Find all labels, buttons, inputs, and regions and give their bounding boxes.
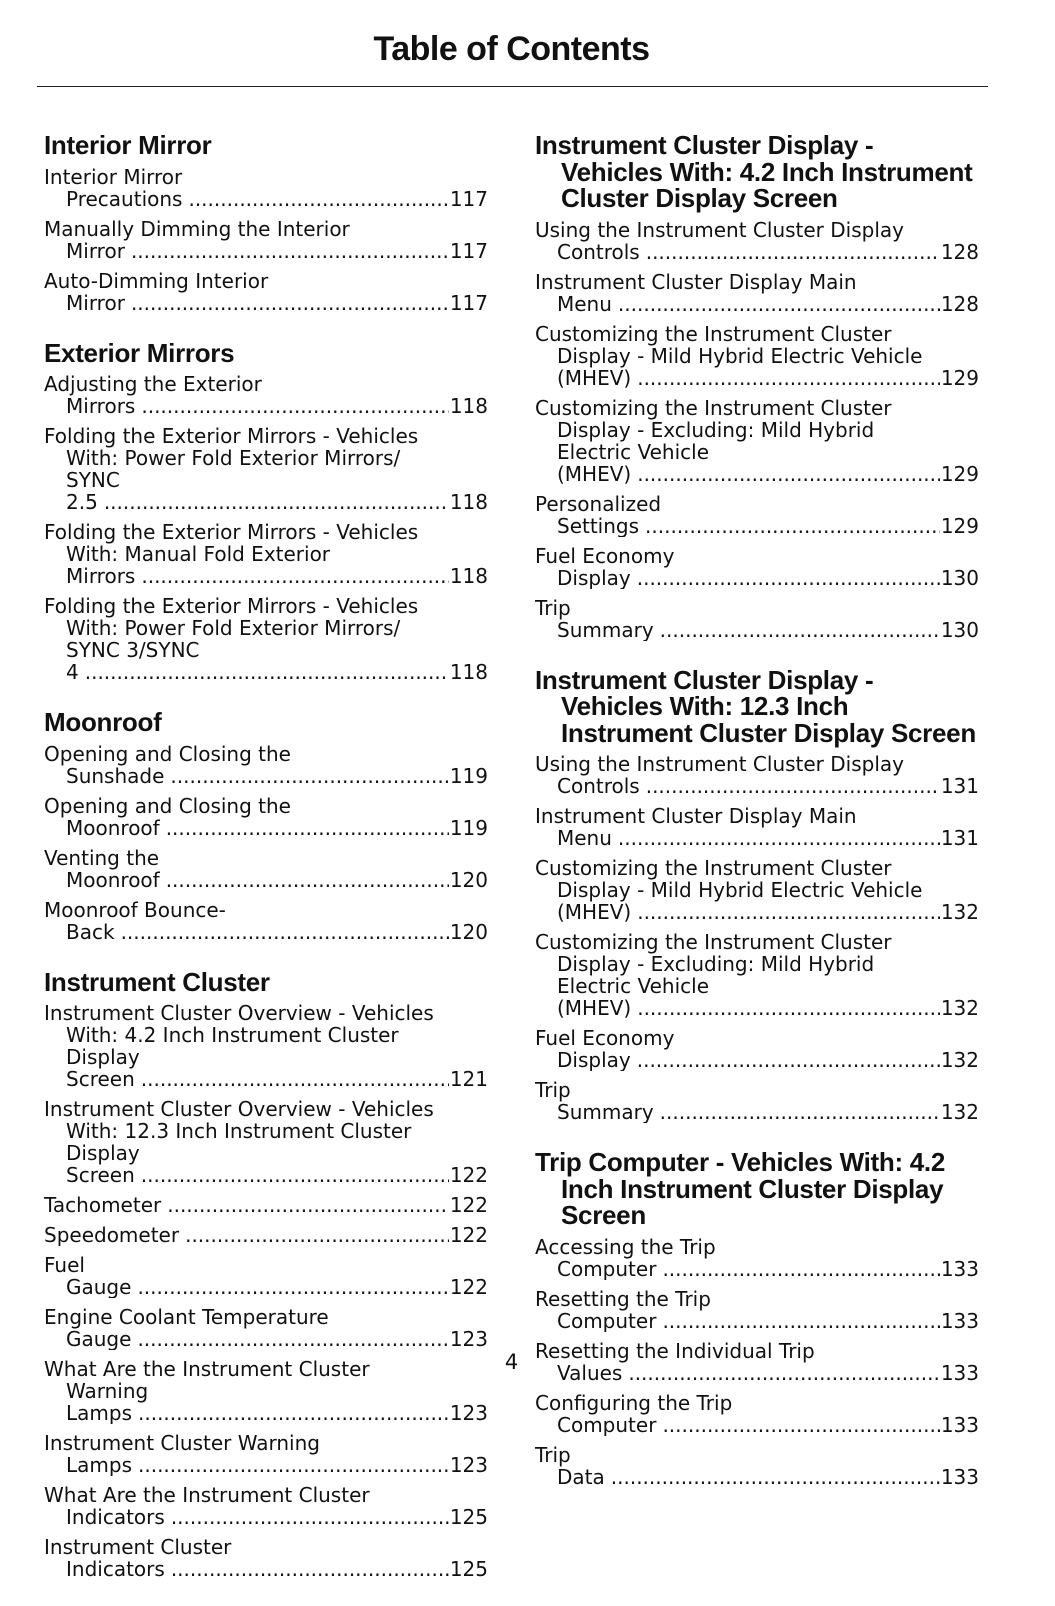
toc-entry-page-number: 132 [940, 900, 979, 923]
toc-entry-page-number: 123 [449, 1453, 488, 1476]
toc-entry-page-number: 132 [940, 1048, 979, 1071]
toc-entry-page-number: 121 [449, 1067, 488, 1090]
toc-entry-page-number: 133 [940, 1412, 979, 1436]
toc-entry-page-number: 129 [940, 365, 979, 389]
toc-entry-page-number: 128 [940, 291, 979, 315]
toc-entry[interactable] [44, 847, 488, 891]
toc-entry-title: Trip Summary ..... [535, 597, 979, 641]
toc-entry-page-number: 131 [940, 774, 979, 797]
toc-entry-page-number: 123 [449, 1327, 488, 1350]
toc-entry[interactable] [44, 743, 488, 787]
toc-section [44, 132, 488, 314]
toc-entry-page-number: 131 [940, 826, 979, 849]
toc-entry[interactable] [535, 1288, 979, 1332]
toc-entry-page-number: 118 [449, 394, 488, 417]
toc-entry-title: Folding the Exterior Mirrors - Vehicles With: Manual Fold Exterior Mirrors ..... [44, 521, 488, 587]
toc-entry-page-number: 117 [449, 238, 488, 262]
toc-entry-title: Customizing the Instrument Cluster Display - Excluding: Mild Hybrid Electric Vehicle (MHEV) ..... [535, 931, 979, 1019]
toc-entry-title: Resetting the Trip Computer ..... [535, 1288, 979, 1332]
toc-entry-title: Tachometer ..... [44, 1194, 488, 1216]
toc-entry-page-number: 133 [940, 1256, 979, 1280]
toc-entry[interactable] [44, 1254, 488, 1298]
toc-entry-title: Speedometer ..... [44, 1224, 488, 1246]
toc-entry-page-number: 133 [940, 1308, 979, 1332]
toc-entry[interactable] [44, 1194, 488, 1216]
toc-entry-page-number: 133 [940, 1464, 979, 1488]
toc-entry-title: Folding the Exterior Mirrors - Vehicles With: Power Fold Exterior Mirrors/ SYNC 3/SYNC 4 ..... [44, 595, 488, 683]
toc-entry-title: Customizing the Instrument Cluster Display - Mild Hybrid Electric Vehicle (MHEV) ..... [535, 323, 979, 389]
toc-entry[interactable] [535, 493, 979, 537]
toc-entry-title: Auto-Dimming Interior Mirror ..... [44, 270, 488, 314]
page-number: 4 [504, 1350, 519, 1374]
toc-entry-title: Instrument Cluster Overview - Vehicles With: 12.3 Inch Instrument Cluster Display Screen ..... [44, 1098, 488, 1186]
toc-left-column [44, 132, 488, 1606]
toc-entry-page-number: 122 [449, 1163, 488, 1186]
toc-entry[interactable] [44, 521, 488, 587]
title-divider [37, 86, 988, 87]
toc-entry-title: Resetting the Individual Trip Values ..... [535, 1340, 979, 1384]
toc-entry-title: Interior Mirror Precautions ..... [44, 166, 488, 210]
toc-entry-page-number: 128 [940, 239, 979, 263]
toc-entry[interactable] [44, 373, 488, 417]
toc-entry-title: Opening and Closing the Moonroof ..... [44, 795, 488, 839]
toc-entry-title: Using the Instrument Cluster Display Controls ..... [535, 219, 979, 263]
toc-entry[interactable] [44, 1224, 488, 1246]
toc-entry-title: Fuel Economy Display ..... [535, 1027, 979, 1071]
toc-entry[interactable] [535, 271, 979, 315]
section-heading[interactable]: Instrument Cluster Display - Vehicles With: 4.2 Inch Instrument Cluster Display Screen [535, 130, 973, 213]
toc-entry[interactable] [535, 1444, 979, 1488]
toc-section [535, 664, 979, 1124]
toc-entry-title: Venting the Moonroof ..... [44, 847, 488, 891]
toc-entry-title: Customizing the Instrument Cluster Display - Mild Hybrid Electric Vehicle (MHEV) ..... [535, 857, 979, 923]
toc-section [44, 337, 488, 684]
toc-entry[interactable] [44, 425, 488, 513]
toc-entry-title: Instrument Cluster Warning Lamps ..... [44, 1432, 488, 1476]
toc-entry-title: Customizing the Instrument Cluster Display - Excluding: Mild Hybrid Electric Vehicle (MHEV) ..... [535, 397, 979, 485]
toc-entry-page-number: 122 [449, 1224, 488, 1246]
toc-entry-page-number: 118 [449, 564, 488, 587]
section-heading[interactable]: Interior Mirror [44, 130, 212, 160]
toc-entry-title: Configuring the Trip Computer ..... [535, 1392, 979, 1436]
toc-entry[interactable] [535, 931, 979, 1019]
toc-entry-title: Folding the Exterior Mirrors - Vehicles With: Power Fold Exterior Mirrors/ SYNC 2.5 ..... [44, 425, 488, 513]
toc-entry-page-number: 118 [449, 660, 488, 683]
toc-entry[interactable] [44, 795, 488, 839]
toc-entry-title: Opening and Closing the Sunshade ..... [44, 743, 488, 787]
toc-entry-page-number: 129 [940, 461, 979, 485]
toc-entry-title: Instrument Cluster Indicators ..... [44, 1536, 488, 1580]
toc-section [44, 966, 488, 1581]
toc-entry[interactable] [535, 219, 979, 263]
toc-entry-title: Engine Coolant Temperature Gauge ..... [44, 1306, 488, 1350]
toc-entry-page-number: 125 [449, 1557, 488, 1580]
toc-entry[interactable] [44, 1098, 488, 1186]
toc-entry[interactable] [44, 1536, 488, 1580]
toc-entry-title: Trip Summary ..... [535, 1079, 979, 1123]
toc-entry[interactable] [44, 1002, 488, 1090]
toc-section [44, 709, 488, 943]
toc-section [535, 132, 979, 641]
toc-entry-page-number: 122 [449, 1275, 488, 1298]
toc-entry[interactable] [44, 1484, 488, 1528]
toc-entry-page-number: 125 [449, 1505, 488, 1528]
toc-entry[interactable] [44, 1432, 488, 1476]
page-title: Table of Contents [373, 30, 650, 68]
toc-entry-title: Adjusting the Exterior Mirrors ..... [44, 373, 488, 417]
toc-entry-title: Instrument Cluster Display Main Menu ..... [535, 805, 979, 849]
toc-entry-page-number: 132 [940, 1100, 979, 1123]
section-heading[interactable]: Instrument Cluster Display - Vehicles With: 12.3 Inch Instrument Cluster Display Screen [535, 664, 976, 748]
toc-entry-page-number: 120 [449, 867, 488, 891]
toc-entry-page-number: 122 [449, 1194, 488, 1216]
toc-entry-page-number: 119 [449, 763, 488, 787]
toc-entry[interactable] [44, 218, 488, 262]
toc-entry[interactable] [535, 397, 979, 485]
toc-entry[interactable] [535, 1392, 979, 1436]
toc-section [535, 1149, 979, 1488]
section-heading[interactable]: Instrument Cluster [44, 966, 270, 997]
toc-entry-page-number: 123 [449, 1401, 488, 1424]
toc-entry-title: Personalized Settings ..... [535, 493, 979, 537]
toc-entry[interactable] [535, 1079, 979, 1123]
toc-entry-page-number: 129 [940, 513, 979, 537]
toc-entry-title: What Are the Instrument Cluster Indicators ..... [44, 1484, 488, 1528]
toc-entry[interactable] [535, 323, 979, 389]
section-heading[interactable]: Trip Computer - Vehicles With: 4.2 Inch Instrument Cluster Display Screen [535, 1147, 945, 1230]
section-heading[interactable]: Exterior Mirrors [44, 337, 235, 368]
toc-entry[interactable] [44, 270, 488, 314]
toc-entry-title: Trip Data ..... [535, 1444, 979, 1488]
section-heading[interactable]: Moonroof [44, 707, 162, 737]
toc-entry[interactable] [535, 805, 979, 849]
toc-entry[interactable] [44, 899, 488, 943]
toc-entry-page-number: 117 [449, 186, 488, 210]
toc-entry[interactable] [535, 597, 979, 641]
toc-entry[interactable] [535, 1027, 979, 1071]
toc-right-column [535, 132, 979, 1514]
toc-entry-page-number: 130 [940, 617, 979, 641]
toc-entry-page-number: 119 [449, 815, 488, 839]
toc-entry[interactable] [535, 545, 979, 589]
toc-entry-title: Instrument Cluster Overview - Vehicles With: 4.2 Inch Instrument Cluster Display Screen ..... [44, 1002, 488, 1090]
toc-entry-title: Fuel Economy Display ..... [535, 545, 979, 589]
toc-entry[interactable] [44, 1306, 488, 1350]
toc-entry-title: Fuel Gauge ..... [44, 1254, 488, 1298]
toc-entry-page-number: 117 [449, 290, 488, 314]
toc-entry-page-number: 132 [940, 996, 979, 1019]
toc-entry-page-number: 130 [940, 565, 979, 589]
toc-entry-title: Manually Dimming the Interior Mirror ..... [44, 218, 488, 262]
toc-entry-title: Instrument Cluster Display Main Menu ..... [535, 271, 979, 315]
toc-entry[interactable] [44, 595, 488, 683]
toc-entry-page-number: 120 [449, 919, 488, 943]
toc-entry[interactable] [535, 753, 979, 797]
toc-entry-title: Using the Instrument Cluster Display Controls ..... [535, 753, 979, 797]
toc-entry[interactable] [535, 1236, 979, 1280]
toc-entry-page-number: 118 [449, 490, 488, 513]
toc-entry-title: Moonroof Bounce-Back ..... [44, 899, 488, 943]
toc-entry[interactable] [44, 166, 488, 210]
toc-entry[interactable] [535, 857, 979, 923]
toc-entry-title: What Are the Instrument Cluster Warning Lamps ..... [44, 1358, 488, 1424]
toc-entry-page-number: 133 [940, 1360, 979, 1384]
toc-entry-title: Accessing the Trip Computer ..... [535, 1236, 979, 1280]
